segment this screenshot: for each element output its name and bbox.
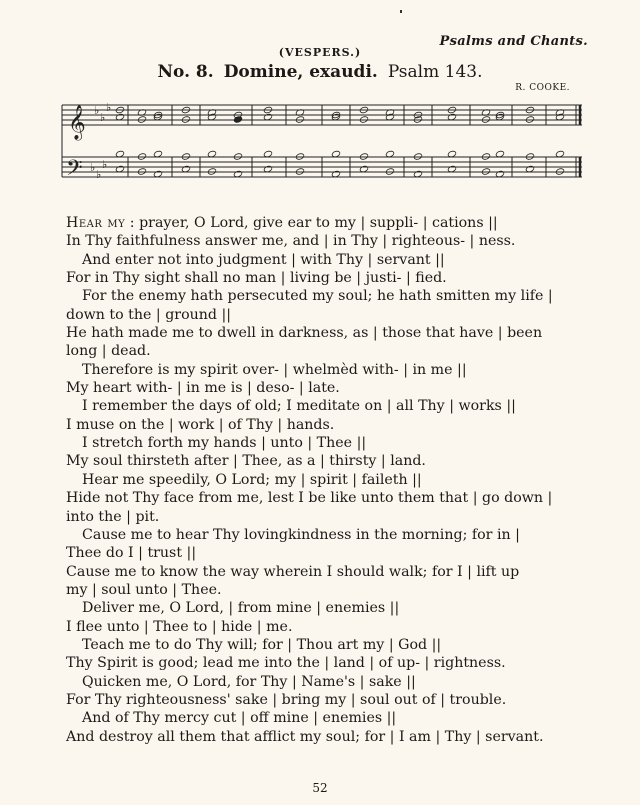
svg-text:♭: ♭ bbox=[90, 161, 96, 174]
verse-line: long | dead. bbox=[66, 343, 151, 360]
verse-line: I flee unto | Thee to | hide | me. bbox=[66, 618, 293, 635]
svg-text:♭: ♭ bbox=[94, 104, 100, 117]
page-number: 52 bbox=[312, 781, 328, 795]
verse-line: For the enemy hath persecuted my soul; he hath smitten my life | bbox=[82, 288, 553, 305]
verse-line: I stretch forth my hands | unto | Thee || bbox=[82, 435, 367, 452]
verse-line bbox=[66, 214, 594, 232]
svg-text:♭: ♭ bbox=[100, 111, 106, 124]
composer: R. COOKE. bbox=[515, 83, 570, 93]
verse-line: Thee do I | trust || bbox=[66, 545, 197, 562]
print-mark bbox=[400, 10, 402, 13]
verse-line: I remember the days of old; I meditate on | all Thy | works || bbox=[82, 398, 516, 415]
treble-clef-icon: 𝄞 bbox=[68, 105, 86, 140]
music-score bbox=[60, 95, 590, 195]
verse-line: Hear me speedily, O Lord; my | spirit | faileth || bbox=[82, 471, 422, 488]
verse-line: My heart with- | in me is | deso- | late. bbox=[66, 380, 340, 397]
running-head: Psalms and Chants. bbox=[439, 34, 588, 49]
verse-line: My soul thirsteth after | Thee, as a | thirsty | land. bbox=[66, 453, 426, 470]
verse-first: : prayer, O Lord, give ear to my | suppli- | cations || bbox=[125, 215, 498, 231]
verse-line: In Thy faithfulness answer me, and | in Thy | righteous- | ness. bbox=[66, 233, 516, 250]
verse-line: I muse on the | work | of Thy | hands. bbox=[66, 416, 335, 433]
bass-clef-icon: 𝄢 bbox=[66, 156, 83, 186]
psalm-text bbox=[66, 214, 594, 746]
svg-text:♭: ♭ bbox=[102, 158, 108, 171]
verse-line: my | soul unto | Thee. bbox=[66, 581, 222, 598]
verse-lead: Hear my bbox=[66, 215, 126, 231]
verse-line: And of Thy mercy cut | off mine | enemies || bbox=[82, 710, 397, 727]
section-label: (VESPERS.) bbox=[278, 46, 362, 59]
svg-text:♭: ♭ bbox=[106, 101, 112, 114]
verse-line: For Thy righteousness' sake | bring my | soul out of | trouble. bbox=[66, 691, 507, 708]
verse-line: down to the | ground || bbox=[66, 306, 232, 323]
verse-line: Thy Spirit is good; lead me into the | land | of up- | rightness. bbox=[66, 655, 506, 672]
psalm-reference: Psalm 143. bbox=[387, 62, 483, 82]
verse-line: And destroy all them that afflict my soul; for | I am | Thy | servant. bbox=[66, 728, 544, 745]
verse-line: Hide not Thy face from me, lest I be like unto them that | go down | bbox=[66, 490, 553, 507]
verse-line: Teach me to do Thy will; for | Thou art my | God || bbox=[82, 636, 442, 653]
verse-line: And enter not into judgment | with Thy | servant || bbox=[82, 251, 445, 268]
verse-line: For in Thy sight shall no man | living be | justi- | fied. bbox=[66, 270, 447, 287]
svg-text:♭: ♭ bbox=[96, 168, 102, 181]
verse-line: Therefore is my spirit over- | whelmèd with- | in me || bbox=[82, 361, 467, 378]
chant-title bbox=[0, 62, 640, 82]
verse-line: into the | pit. bbox=[66, 508, 160, 525]
verse-line: Cause me to know the way wherein I should walk; for I | lift up bbox=[66, 563, 520, 580]
verse-line: He hath made me to dwell in darkness, as | those that have | been bbox=[66, 325, 543, 342]
verse-line: Cause me to hear Thy lovingkindness in the morning; for in | bbox=[82, 526, 520, 543]
chant-name: Domine, exaudi. bbox=[223, 62, 378, 82]
verse-line: Deliver me, O Lord, | from mine | enemies || bbox=[82, 600, 400, 617]
verse-line: Quicken me, O Lord, for Thy | Name's | sake || bbox=[82, 673, 416, 690]
chant-number: No. 8. bbox=[157, 62, 214, 82]
